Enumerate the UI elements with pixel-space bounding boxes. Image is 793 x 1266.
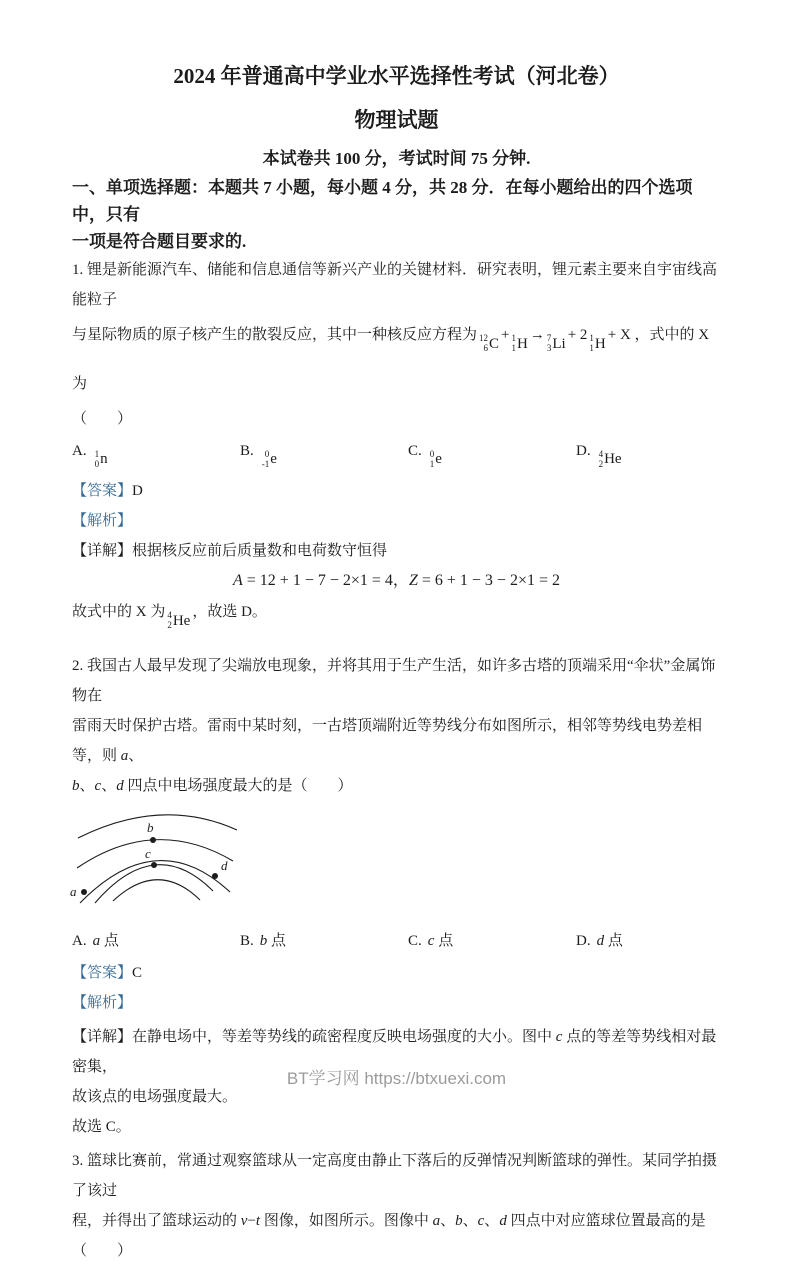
q1-answer-parentheses: （ ） [72, 410, 133, 427]
q2-text-line2: 雷雨天时保护古塔。雷雨中某时刻，一古塔顶端附近等势线分布如图所示，相邻等势线电势差相等，则 a、 [72, 717, 703, 764]
q1-option-c: C. 0 1 e [408, 442, 442, 469]
point-c-dot [151, 862, 157, 868]
q1-option-a: A. 1 0 n [72, 442, 108, 469]
q1-text-line1: 1. 锂是新能源汽车、储能和信息通信等新兴产业的关键材料．研究表明，锂元素主要来自宇宙线高能粒子 [72, 262, 718, 308]
q2-detail-line1: 【详解】在静电场中，等差等势线的疏密程度反映电场强度的大小。图中 c 点的等差等势线相对最密集， [72, 1028, 717, 1075]
watermark: BT学习网 https://btxuexi.com [286, 1069, 507, 1088]
q1-answer-value: D [132, 483, 143, 499]
q2-answer-value: C [132, 964, 143, 981]
q1-analysis-label: 【解析】 [72, 513, 133, 529]
q2-option-d: D. d 点 [576, 932, 623, 949]
q2-options-row [72, 924, 721, 958]
q1-conclusion: 故式中的 X 为 4 2 He ，故选 D。 [72, 604, 267, 630]
q1-answer-label: 【答案】 [72, 483, 133, 499]
q2-option-b: B. b 点 [240, 932, 287, 949]
equipotential-figure [45, 803, 721, 921]
q2-text-line1: 2. 我国古人最早发现了尖端放电现象，并将其用于生产生活，如许多古塔的顶端采用“伞状”金属饰物在 [72, 657, 716, 704]
point-a-dot [81, 889, 87, 895]
q1-answer-line [72, 476, 721, 506]
q2-answer-label: 【答案】 [72, 964, 133, 981]
q1-detail-line: 【详解】根据核反应前后质量数和电荷数守恒得 [72, 543, 388, 559]
q1-analysis-line [72, 506, 721, 536]
q2-option-c: C. c 点 [408, 932, 454, 949]
q2-detail-label: 【详解】 [72, 1028, 133, 1045]
point-c-label: c [145, 845, 151, 861]
q2-text-line3: b、c、d 四点中电场强度最大的是（ ） [72, 777, 353, 794]
q1-detail-label: 【详解】 [72, 543, 133, 559]
q1-options-row [72, 434, 721, 477]
q2-analysis-line [72, 988, 721, 1018]
q1-option-b: B. 0 -1 e [240, 442, 277, 469]
exam-info: 本试卷共 100 分，考试时间 75 分钟. [262, 149, 531, 168]
point-d-dot [212, 873, 218, 879]
q2-analysis-label: 【解析】 [72, 994, 133, 1011]
question-1 [72, 255, 721, 637]
q1-text-line2-reaction-equation: 与星际物质的原子核产生的散裂反应，其中一种核反应方程为 12 6 C + 1 1 H → 7 3 Li + 2 1 1 H + X ，式中的 X 为 [72, 327, 710, 392]
section-heading-line2: 一项是符合题目要求的. [72, 232, 247, 251]
point-d-label: d [221, 857, 228, 873]
question-3 [72, 1146, 721, 1266]
q3-text-line2: 程，并得出了篮球运动的 v−t 图像，如图所示。图像中 a、b、c、d 四点中对应篮球位置最高的是（ ） [72, 1212, 706, 1259]
equipotential-arc-1 [78, 814, 237, 837]
exam-title: 2024 年普通高中学业水平选择性考试（河北卷） [173, 64, 620, 88]
q2-detail-line2: 故该点的电场强度最大。 [72, 1088, 238, 1105]
point-b-dot [150, 837, 156, 843]
equipotential-figure-svg [45, 803, 265, 921]
point-a-label: a [70, 883, 77, 899]
equipotential-arc-4 [95, 864, 213, 902]
point-b-label: b [147, 819, 154, 835]
section-heading-line1: 一、单项选择题：本题共 7 小题，每小题 4 分，共 28 分．在每小题给出的四个选项中，只有 [72, 178, 693, 224]
q2-option-a: A. a 点 [72, 932, 119, 949]
q2-answer-line [72, 958, 721, 988]
exam-subtitle: 物理试题 [354, 108, 439, 132]
q3-text-line1: 3. 篮球比赛前，常通过观察篮球从一定高度由静止下落后的反弹情况判断篮球的弹性。某同学拍摄了该过 [72, 1152, 718, 1199]
q1-option-d: D. 4 2 He [576, 442, 622, 469]
q2-detail-line3: 故选 C。 [72, 1118, 131, 1135]
equipotential-arc-5 [113, 879, 200, 900]
q1-detail-equation: A = 12 + 1 − 7 − 2×1 = 4，Z = 6 + 1 − 3 − 2×1 = 2 [233, 572, 560, 589]
